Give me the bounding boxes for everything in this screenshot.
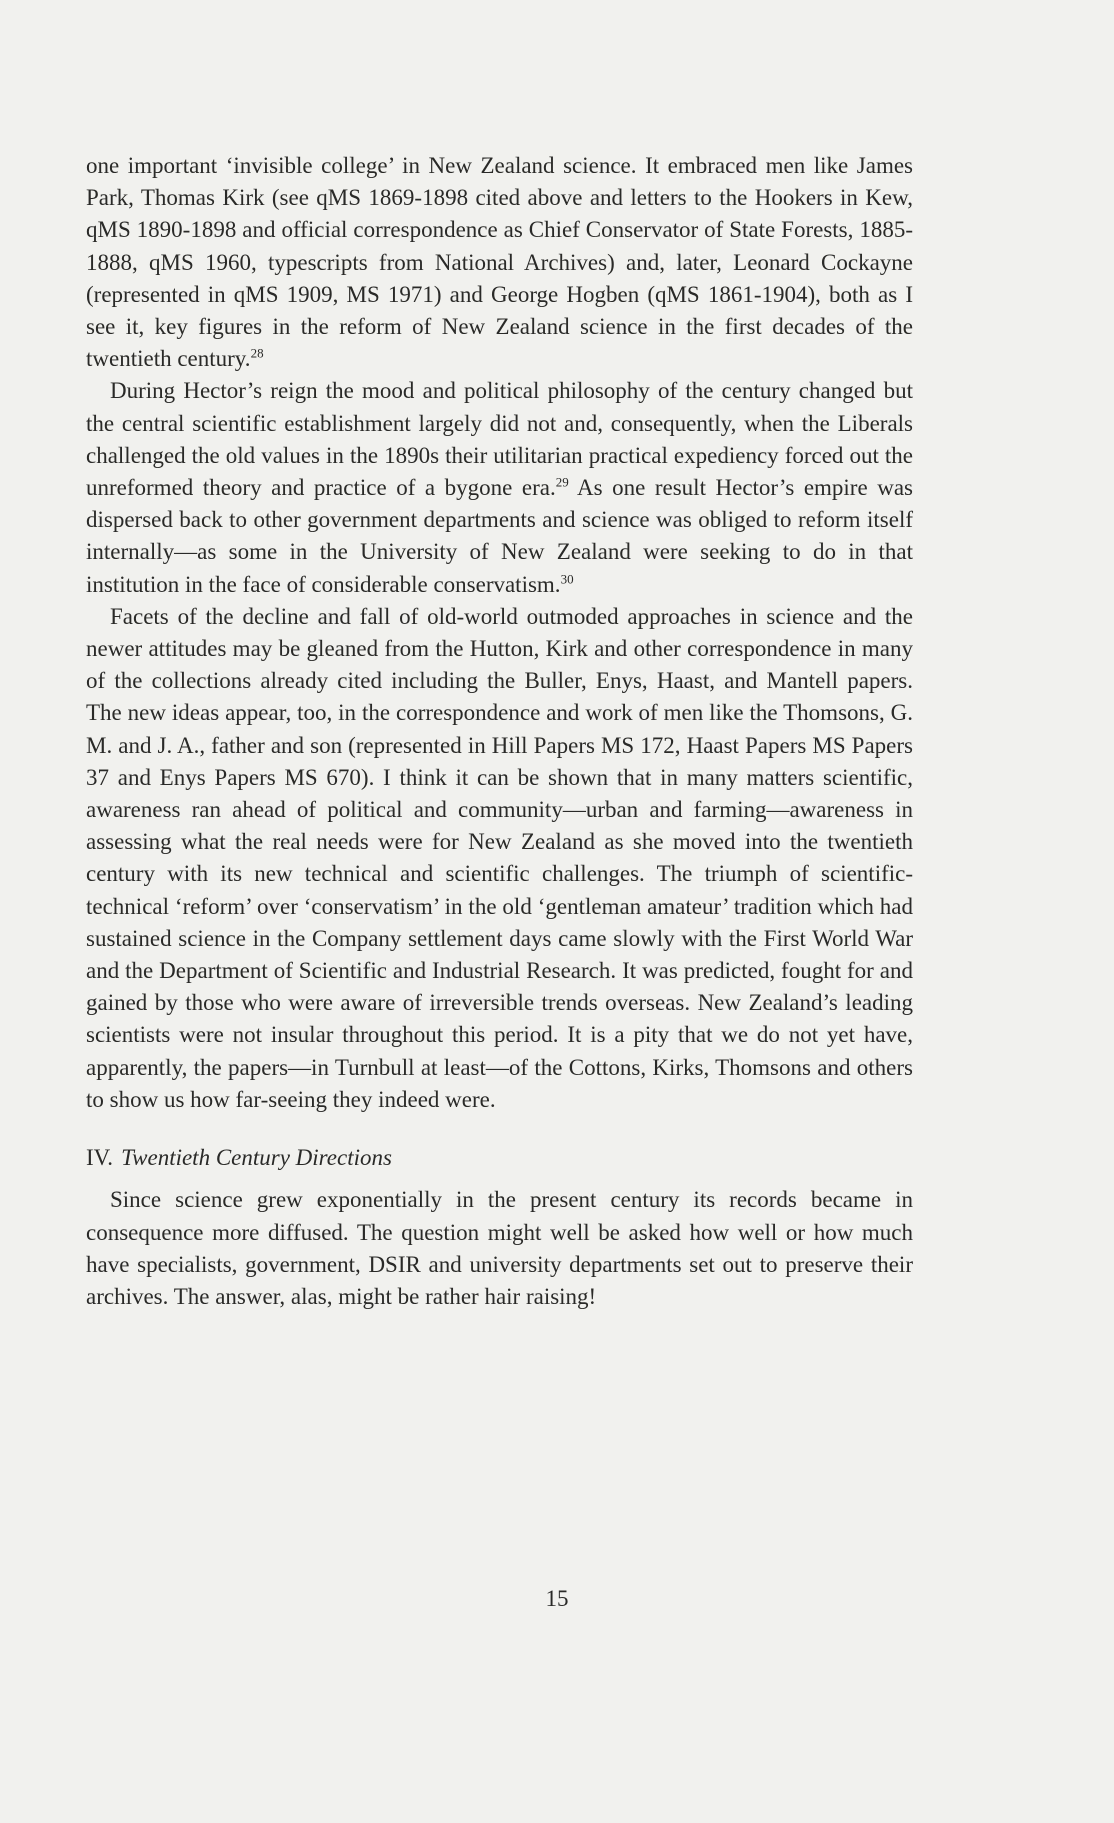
paragraph-twentieth-century: Since science grew exponentially in the present century its records became in consequence more diffused. The question might well be asked how well or how much have specialists, government, DSIR and university departments set out to preserve their archives. The answer, alas, might be rather hair raising! [86, 1187, 913, 1309]
footnote-ref-28: 28 [250, 345, 264, 361]
section-title: Twentieth Century Directions [121, 1145, 392, 1171]
paragraph-hectors-reign: During Hector’s reign the mood and political philosophy of the century changed but the central scientific establishment largely did not and, consequently, when the Liberals challenged the old values in the 1890s their utilitarian practical expediency forced out the unreformed theory and practice of a bygone era.$^{29}$ As one result Hector’s empire was dispersed back to other government departments and science was obliged to reform itself internally—as some in the University of New Zealand were seeking to do in that institution in the face of considerable conservatism.$^{30}$ [86, 378, 913, 597]
footnote-ref-30: 30 [560, 570, 574, 586]
body-text [86, 150, 913, 1313]
section-heading [86, 1142, 913, 1174]
page-number: 15 [545, 1586, 569, 1611]
paragraph-decline-and-fall: Facets of the decline and fall of old-world outmoded approaches in science and the newer attitudes may be gleaned from the Hutton, Kirk and other correspondence in many of the collections already cited including the Buller, Enys, Haast, and Mantell papers. The new ideas appear, too, in the correspondence and work of men like the Thomsons, G. M. and J. A., father and son (represented in Hill Papers MS 172, Haast Papers MS Papers 37 and Enys Papers MS 670). I think it can be shown that in many matters scientific, awareness ran ahead of political and community—urban and farming—awareness in assessing what the real needs were for New Zealand as she moved into the twentieth century with its new technical and scientific challenges. The triumph of scientific-technical ‘reform’ over ‘conservatism’ in the old ‘gentleman amateur’ tradition which had sustained science in the Company settlement days came slowly with the First World War and the Department of Scientific and Industrial Research. It was predicted, fought for and gained by those who were aware of irreversible trends overseas. New Zealand’s leading scientists were not insular throughout this period. It is a pity that we do not yet have, apparently, the papers—in Turnbull at least—of the Cottons, Kirks, Thomsons and others to show us how far-seeing they indeed were. [86, 603, 913, 1112]
section-numeral: IV. [86, 1145, 114, 1171]
footnote-ref-29: 29 [555, 474, 569, 490]
paragraph-invisible-college: one important ‘invisible college’ in New Zealand science. It embraced men like James Park, Thomas Kirk (see qMS 1869-1898 cited above and letters to the Hookers in Kew, qMS 1890-1898 and official correspondence as Chief Conservator of State Forests, 1885-1888, qMS 1960, typescripts from National Archives) and, later, Leonard Cockayne (represented in qMS 1909, MS 1971) and George Hogben (qMS 1861-1904), both as I see it, key figures in the reform of New Zealand science in the first decades of the twentieth century.$^{28}$ [86, 153, 913, 372]
